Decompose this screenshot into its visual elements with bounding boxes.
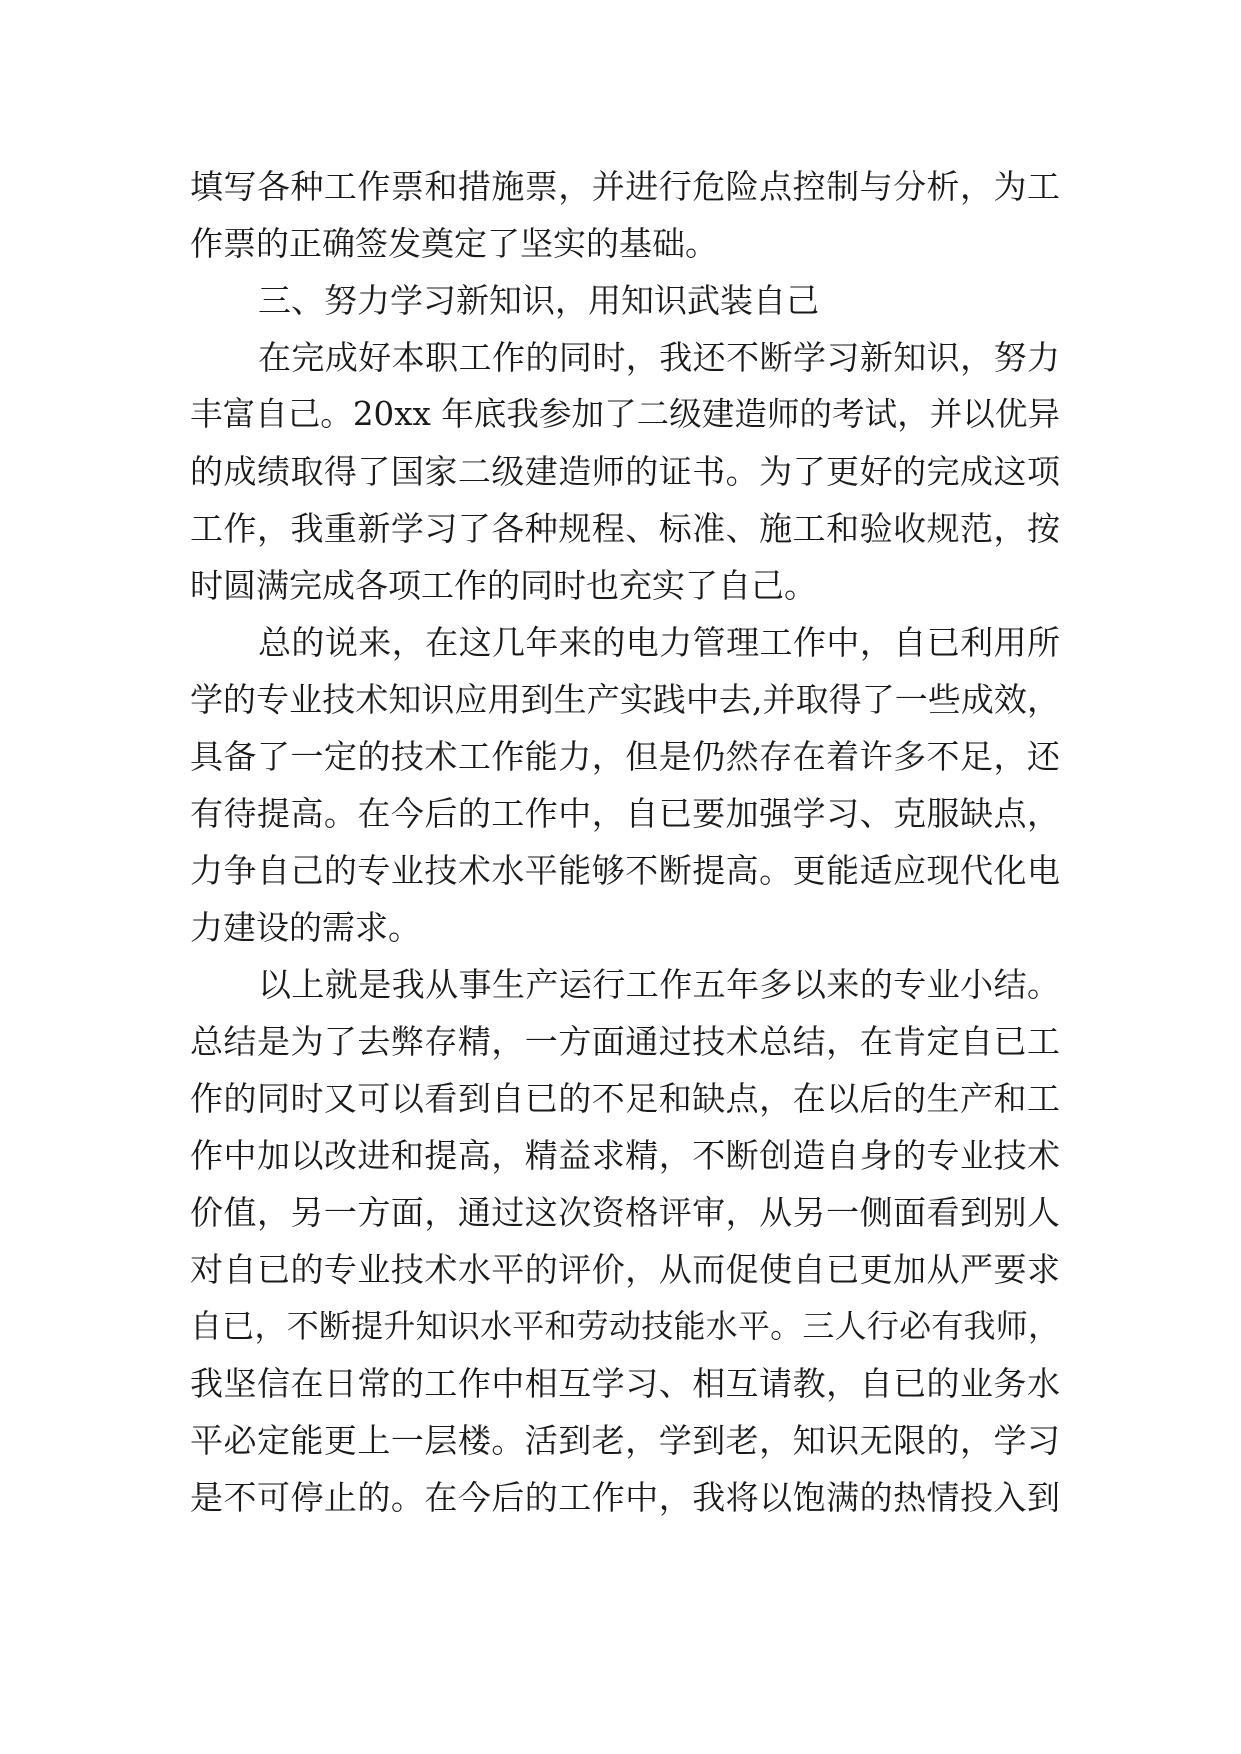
text-line: 自已，不断提升知识水平和劳动技能水平。三人行必有我师，	[190, 1307, 1060, 1345]
text-line: 丰富自己。20xx 年底我参加了二级建造师的考试，并以优异	[190, 395, 1060, 433]
text-line: 填写各种工作票和措施票，并进行危险点控制与分析，为工	[190, 167, 1060, 206]
text-line: 在完成好本职工作的同时，我还不断学习新知识，努力	[258, 338, 1060, 377]
text-line: 力争自己的专业技术水平能够不断提高。更能适应现代化电	[190, 851, 1060, 890]
text-line: 以上就是我从事生产运行工作五年多以来的专业小结。	[258, 965, 1060, 1004]
text-line: 作的同时又可以看到自已的不足和缺点，在以后的生产和工	[190, 1079, 1060, 1118]
text-line: 作中加以改进和提高，精益求精，不断创造自身的专业技术	[190, 1136, 1060, 1175]
text-line: 对自已的专业技术水平的评价，从而促使自已更加从严要求	[190, 1250, 1060, 1289]
text-line: 总结是为了去弊存精，一方面通过技术总结，在肯定自已工	[190, 1022, 1060, 1061]
section-heading: 三、努力学习新知识，用知识武装自己	[258, 281, 819, 320]
text-line: 作票的正确签发奠定了坚实的基础。	[190, 224, 718, 263]
document-body	[190, 158, 1060, 1526]
text-line: 总的说来，在这几年来的电力管理工作中，自已利用所	[258, 623, 1060, 662]
text-line: 有待提高。在今后的工作中，自已要加强学习、克服缺点，	[190, 794, 1060, 833]
text-line: 工作，我重新学习了各种规程、标准、施工和验收规范，按	[190, 509, 1060, 548]
text-line: 是不可停止的。在今后的工作中，我将以饱满的热情投入到	[190, 1478, 1060, 1517]
text-line: 价值，另一方面，通过这次资格评审，从另一侧面看到别人	[190, 1193, 1060, 1232]
text-line: 的成绩取得了国家二级建造师的证书。为了更好的完成这项	[190, 452, 1060, 491]
text-line: 具备了一定的技术工作能力，但是仍然存在着许多不足，还	[190, 737, 1060, 776]
text-line: 学的专业技术知识应用到生产实践中去,并取得了一些成效，	[190, 680, 1060, 719]
text-line: 时圆满完成各项工作的同时也充实了自己。	[190, 566, 817, 605]
text-line: 力建设的需求。	[190, 908, 421, 947]
text-line: 平必定能更上一层楼。活到老，学到老，知识无限的，学习	[190, 1421, 1060, 1460]
text-line: 我坚信在日常的工作中相互学习、相互请教，自已的业务水	[190, 1364, 1060, 1403]
